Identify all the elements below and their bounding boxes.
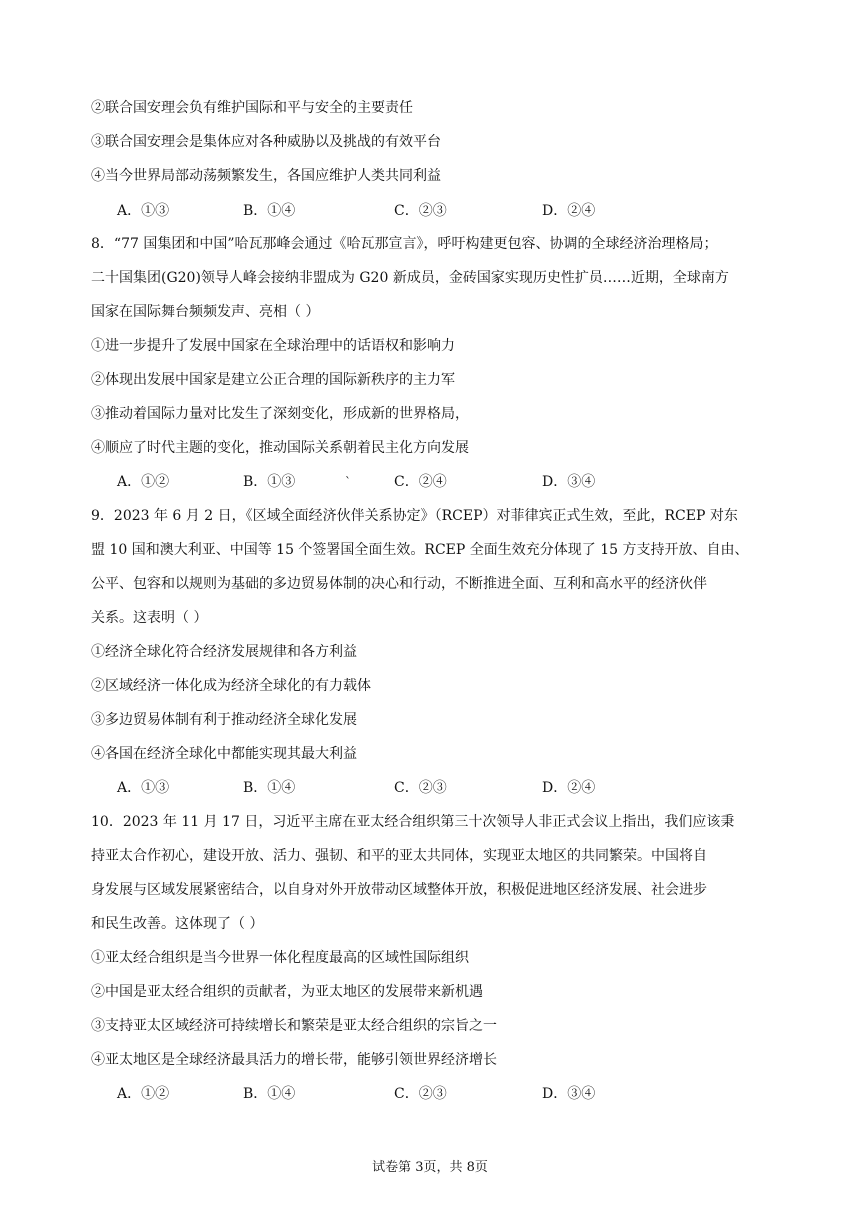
option-d: D．②④: [542, 203, 596, 219]
statement: ④各国在经济全球化中都能实现其最大利益: [91, 746, 357, 762]
question-text: 9．2023 年 6 月 2 日，《区域全面经济伙伴关系协定》（RCEP）对菲律宾正式生效，至此，RCEP 对东: [91, 508, 738, 524]
option-b: B．①④: [243, 203, 296, 219]
page-footer: 试卷第 3页，共 8页: [372, 1160, 488, 1175]
statement: ③支持亚太区域经济可持续增长和繁荣是亚太经合组织的宗旨之一: [91, 1018, 497, 1034]
statement: ③推动着国际力量对比发生了深刻变化，形成新的世界格局，: [91, 406, 469, 422]
option-a: A．①③: [117, 203, 170, 219]
option-a: A．①③: [117, 780, 170, 796]
option-c: C．②④: [394, 474, 447, 490]
statement: ④顺应了时代主题的变化，推动国际关系朝着民主化方向发展: [91, 440, 469, 456]
statement: ③多边贸易体制有利于推动经济全球化发展: [91, 712, 357, 728]
question-text: 二十国集团(G20)领导人峰会接纳非盟成为 G20 新成员，金砖国家实现历史性扩员……近期，全球南方: [91, 270, 729, 286]
question-text: 持亚太合作初心，建设开放、活力、强韧、和平的亚太共同体，实现亚太地区的共同繁荣。中国将自: [91, 848, 707, 864]
option-d: D．②④: [542, 780, 596, 796]
question-text: 盟 10 国和澳大利亚、中国等 15 个签署国全面生效。RCEP 全面生效充分体现了 15 方支持开放、自由、: [91, 542, 749, 558]
statement: ①经济全球化符合经济发展规律和各方利益: [91, 644, 357, 660]
statement: ②区域经济一体化成为经济全球化的有力载体: [91, 678, 371, 694]
statement: ④亚太地区是全球经济最具活力的增长带，能够引领世界经济增长: [91, 1052, 497, 1068]
option-d: D．③④: [542, 1086, 596, 1102]
option-b: B．①④: [243, 780, 296, 796]
option-c: C．②③: [394, 1086, 447, 1102]
option-c: C．②③: [394, 203, 447, 219]
question-text: 身发展与区域发展紧密结合，以自身对外开放带动区域整体开放，积极促进地区经济发展、社会进步: [91, 882, 707, 898]
statement: ③联合国安理会是集体应对各种威胁以及挑战的有效平台: [91, 134, 441, 150]
option-c: C．②③: [394, 780, 447, 796]
option-b: B．①③: [243, 474, 296, 490]
question-text: 10．2023 年 11 月 17 日，习近平主席在亚太经合组织第三十次领导人非正式会议上指出，我们应该秉: [91, 814, 735, 830]
question-text: 公平、包容和以规则为基础的多边贸易体制的决心和行动，不断推进全面、互利和高水平的经济伙伴: [91, 576, 707, 592]
question-text: 关系。这表明（ ）: [91, 610, 208, 626]
statement: ①亚太经合组织是当今世界一体化程度最高的区域性国际组织: [91, 950, 469, 966]
option-a: A．①②: [117, 474, 170, 490]
option-d: D．③④: [542, 474, 596, 490]
stray-mark: `: [345, 475, 351, 489]
statement: ②联合国安理会负有维护国际和平与安全的主要责任: [91, 100, 413, 116]
question-text: 8．“77 国集团和中国”哈瓦那峰会通过《哈瓦那宣言》，呼吁构建更包容、协调的全球经济治理格局；: [91, 236, 718, 252]
statement: ①进一步提升了发展中国家在全球治理中的话语权和影响力: [91, 338, 455, 354]
question-text: 国家在国际舞台频频发声、亮相（ ）: [91, 304, 320, 320]
statement: ②中国是亚太经合组织的贡献者，为亚太地区的发展带来新机遇: [91, 984, 483, 1000]
option-b: B．①④: [243, 1086, 296, 1102]
statement: ④当今世界局部动荡频繁发生，各国应维护人类共同利益: [91, 168, 441, 184]
question-text: 和民生改善。这体现了（ ）: [91, 916, 264, 932]
option-a: A．①②: [117, 1086, 170, 1102]
statement: ②体现出发展中国家是建立公正合理的国际新秩序的主力军: [91, 372, 455, 388]
